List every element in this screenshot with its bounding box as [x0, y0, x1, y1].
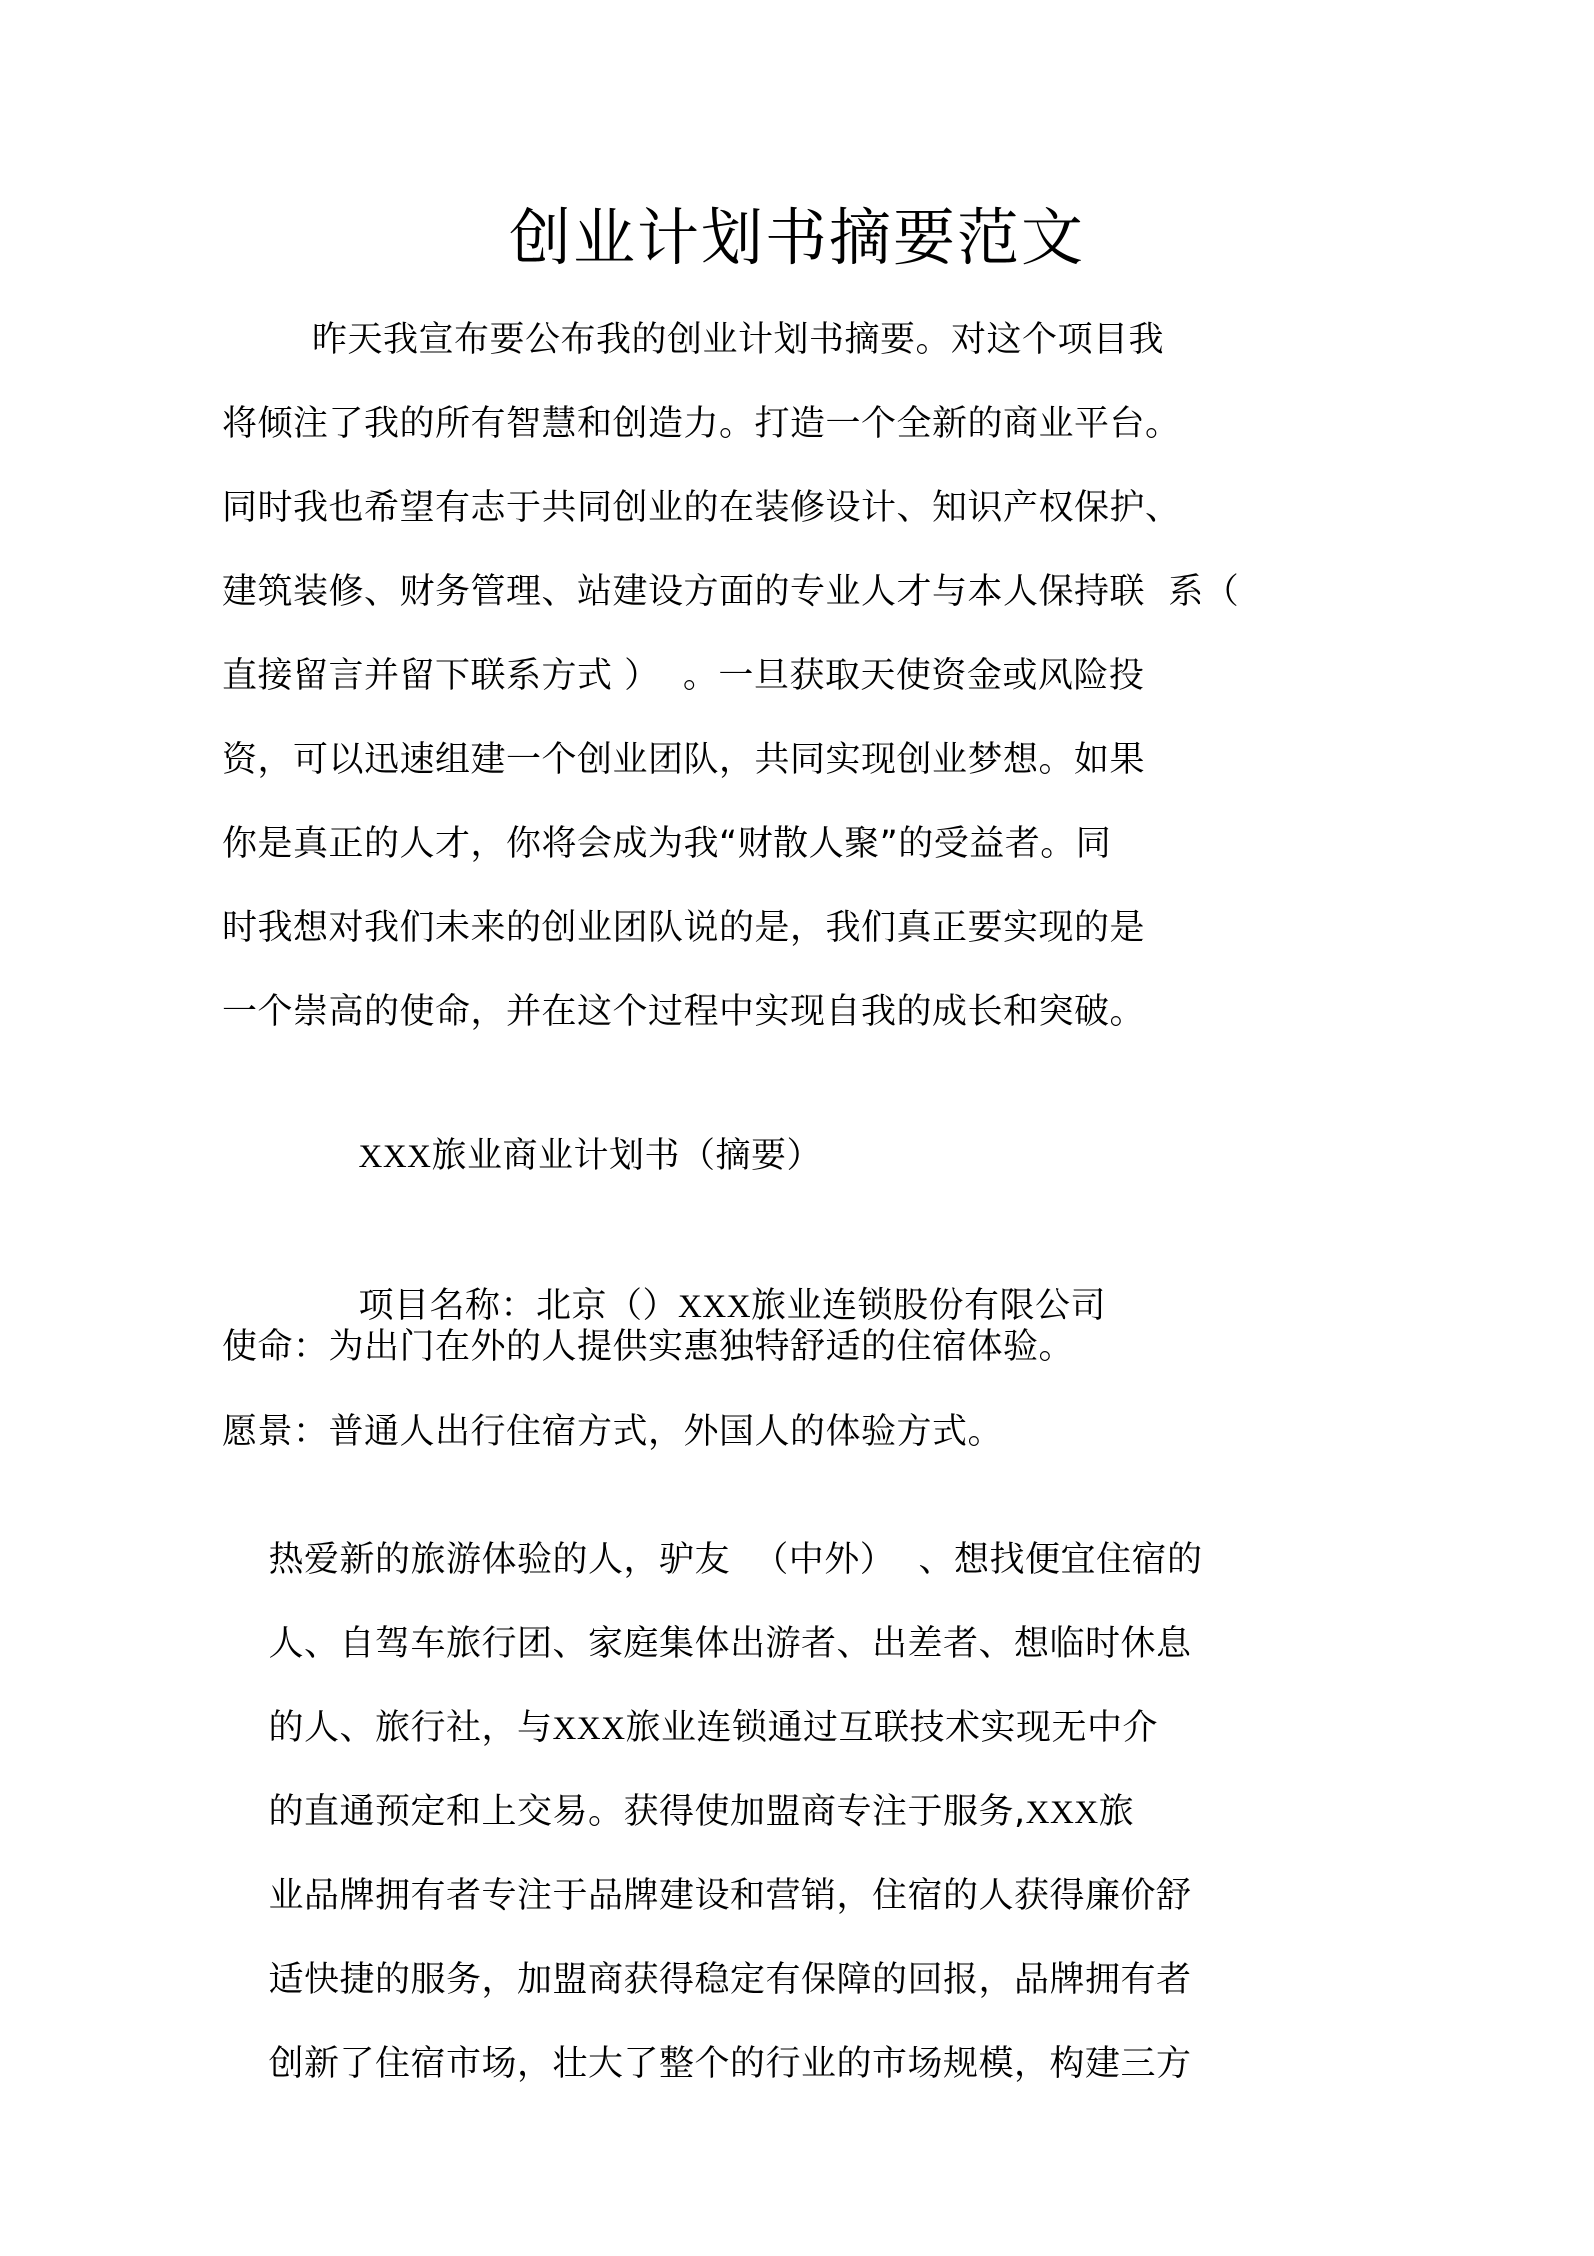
body-latin: XXX: [1025, 1795, 1099, 1831]
body-text: 业品牌拥有者专注于品牌建设和营销，住宿的人获得廉价舒: [268, 1876, 1192, 1916]
body-latin: XXX: [552, 1711, 626, 1747]
body-text: 旅业连锁通过互联技术实现无中介: [625, 1708, 1159, 1748]
section-heading-text: 旅业商业计划书（摘要）: [431, 1136, 823, 1176]
intro-line: 同时我也希望有志于共同创业的在装修设计、知识产权保护、: [222, 488, 1181, 528]
document-title: 创业计划书摘要范文: [508, 201, 1085, 274]
body-text: 创新了住宿市场，壮大了整个的行业的市场规模，构建三方: [268, 2044, 1192, 2084]
intro-line: 建筑装修、财务管理、站建设方面的专业人才与本人保持联 系（: [222, 572, 1240, 612]
project-name-latin: XXX: [678, 1289, 752, 1325]
project-name-label: 项目名称：北京（）: [358, 1286, 679, 1326]
intro-line: 一个崇高的使命，并在这个过程中实现自我的成长和突破。: [222, 992, 1146, 1032]
section-heading: [312, 1090, 822, 1223]
body-text: 的人、旅行社，与: [268, 1708, 553, 1748]
body-text: 旅: [1098, 1792, 1135, 1832]
intro-line: 你是真正的人才，你将会成为我“财散人聚”的受益者。同: [222, 824, 1112, 864]
body-line: [222, 1998, 1192, 2130]
body-text: 人、自驾车旅行团、家庭集体出游者、出差者、想临时休息: [268, 1624, 1192, 1664]
project-name-text: 旅业连锁股份有限公司: [751, 1286, 1107, 1326]
body-text: 热爱新的旅游体验的人，驴友 （中外） 、想找便宜住宿的: [268, 1540, 1203, 1580]
mission-line: 使命：为出门在外的人提供实惠独特舒适的住宿体验。: [222, 1327, 1075, 1367]
body-text: 适快捷的服务，加盟商获得稳定有保障的回报，品牌拥有者: [268, 1960, 1192, 2000]
body-text: 的直通预定和上交易。获得使加盟商专注于服务,: [268, 1792, 1026, 1832]
intro-line: 昨天我宣布要公布我的创业计划书摘要。对这个项目我: [312, 320, 1165, 360]
vision-line: 愿景：普通人出行住宿方式，外国人的体验方式。: [222, 1412, 1004, 1452]
intro-line: 时我想对我们未来的创业团队说的是，我们真正要实现的是: [222, 908, 1146, 948]
intro-line: 将倾注了我的所有智慧和创造力。打造一个全新的商业平台。: [222, 404, 1181, 444]
intro-line: 资，可以迅速组建一个创业团队，共同实现创业梦想。如果: [222, 740, 1146, 780]
intro-line: 直接留言并留下联系方式 ） 。一旦获取天使资金或风险投: [222, 656, 1145, 696]
section-heading-latin: XXX: [358, 1139, 432, 1175]
